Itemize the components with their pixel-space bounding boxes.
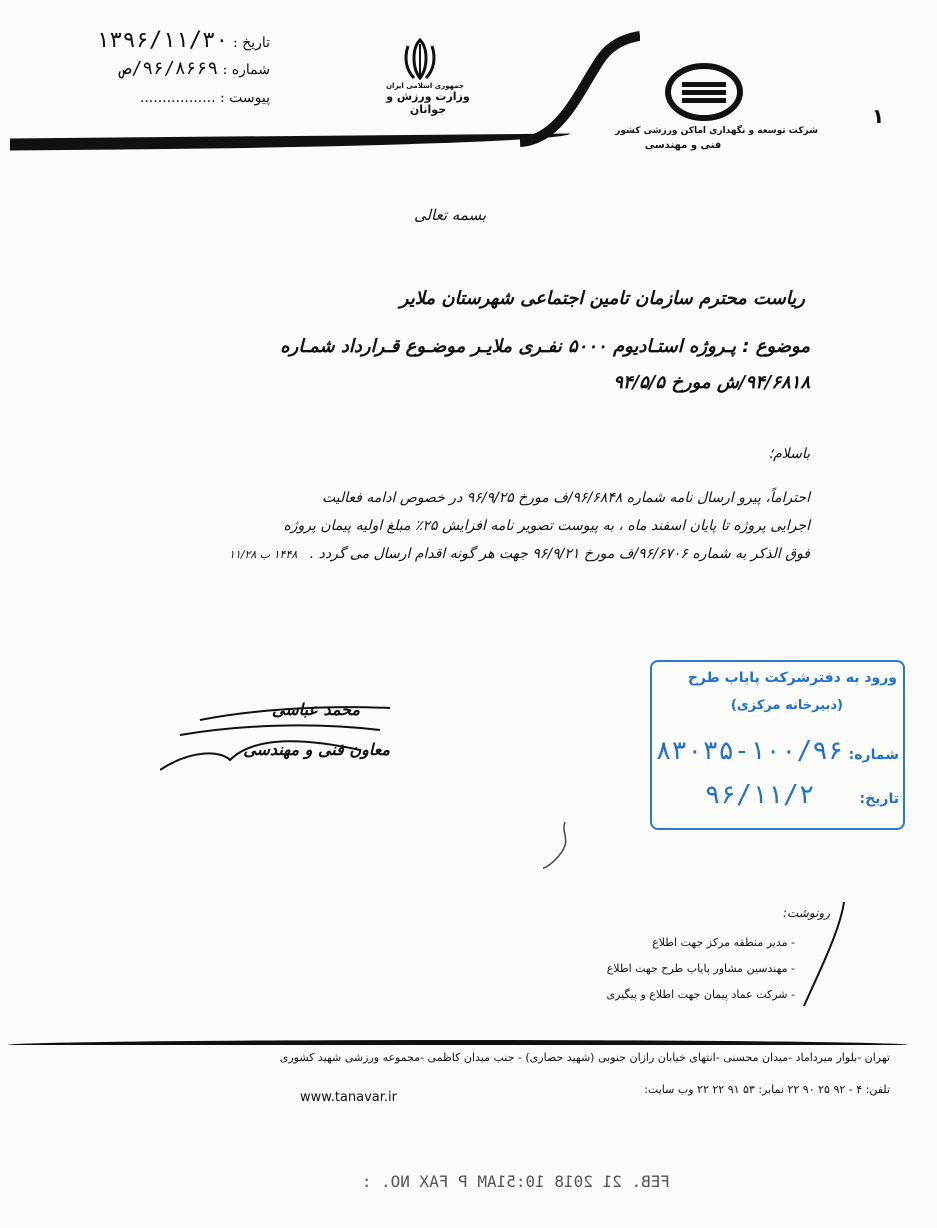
stamp-date-row [705,780,899,810]
footer-divider [8,1040,908,1045]
company-line2: فنی و مهندسی [644,140,722,151]
stamp-date-label: تاریخ: [859,791,899,807]
number-label: شماره : [222,62,270,78]
stamp-number-value: ۱۰۰/۹۶-۸۳۰۳۵ [655,736,844,766]
paragraph [120,484,810,569]
para-line3-row [120,540,810,569]
stamp-title: ورود به دفترشرکت پایاب طرح [687,670,897,686]
iran-emblem-icon [402,38,438,80]
received-stamp [650,660,905,830]
footer-website: www.tanavar.ir [300,1090,398,1105]
para-line3: فوق الذکر به شماره ۹۶/۶۷۰۶/ف مورخ ۹۶/۹/۲۱ جهت هر گونه اقدام ارسال می گردد . [309,546,810,562]
fax-header-line: FEB. 21 2018 10:51AM P FAX NO. : [361,1172,670,1191]
stamp-number-row [656,736,899,766]
handwritten-note: ۱۴۴۸ ب ۱۱/۲۸ [228,548,298,561]
date-value: ۱۳۹۶/۱۱/۳۰ [96,28,229,53]
company-line1: شرکت توسعه و نگهداری اماکن ورزشی کشور [615,126,818,136]
date-block [60,28,270,106]
recipient: ریاست محترم سازمان تامین اجتماعی شهرستان ملایر [399,288,805,309]
date-label: تاریخ : [232,35,270,51]
page-mark: ۱ [872,104,885,128]
number-value: ۹۶/۸۶۶۹/ص [120,58,219,79]
signer-title: معاون فنی و مهندسی [243,740,390,759]
ministry-line2: وزارت ورزش و جوانان [386,90,470,116]
subject-line1: موضوع : پـروژه استـادیوم ۵۰۰۰ نفـری ملایـر موضـوع قـرارداد شمـاره [280,336,810,357]
attachment-label: پیوست : [220,90,270,106]
ministry-line1: جمهوری اسلامی ایران [386,82,464,90]
attachment-row [60,90,270,106]
attachment-dots: ................. [139,90,216,106]
greeting: باسلام؛ [768,446,810,462]
cc-item: - شرکت عماد پیمان جهت اطلاع و پیگیری [606,988,795,1001]
cc-item: - مدیر منطقه مرکز جهت اطلاع [652,936,795,949]
subject-line2: ۹۴/۶۸۱۸/ش مورخ ۹۴/۵/۵ [613,372,810,393]
number-row [60,58,270,90]
cc-label: رونوشت: [782,906,830,920]
stamp-number-label: شماره: [848,747,899,763]
header-divider [10,134,570,151]
cc-bracket-icon [800,900,850,1010]
date-row [60,28,270,58]
para-line2: اجرایی پروژه تا پایان اسفند ماه ، به پیوست تصویر نامه افزایش ۲۵٪ مبلغ اولیه پیمان پروژه [283,518,810,534]
stamp-date-value: ۹۶/۱۱/۲ [704,780,815,810]
stray-mark-icon [535,820,585,870]
cc-list [520,930,795,1008]
basmala: بسمه تعالی [413,206,487,224]
signer-name: محمد عباسی [271,700,360,719]
footer-address: تهران -بلوار میرداماد -میدان محسنی -انتهای خیابان رازان جنوبی (شهید حصاری) - جنب میدان کاظمی -مجموعه ورزشی شهید کشوری [279,1051,890,1064]
company-logo-icon [664,62,744,122]
footer-phone-text: تلفن: ۴ - ۹۲ ۲۵ ۹۰ ۲۲ نمابر: ۵۳ ۹۱ ۲۲ ۲۲ وب سایت: [644,1083,890,1096]
stamp-subtitle: (دبیرخانه مرکزی) [730,698,843,713]
para-line1: احتراماً، پیرو ارسال نامه شماره ۹۶/۶۸۴۸/ف مورخ ۹۶/۹/۲۵ در خصوص ادامه فعالیت [322,490,810,506]
cc-item: - مهندسین مشاور پایاب طرح جهت اطلاع [606,962,795,975]
